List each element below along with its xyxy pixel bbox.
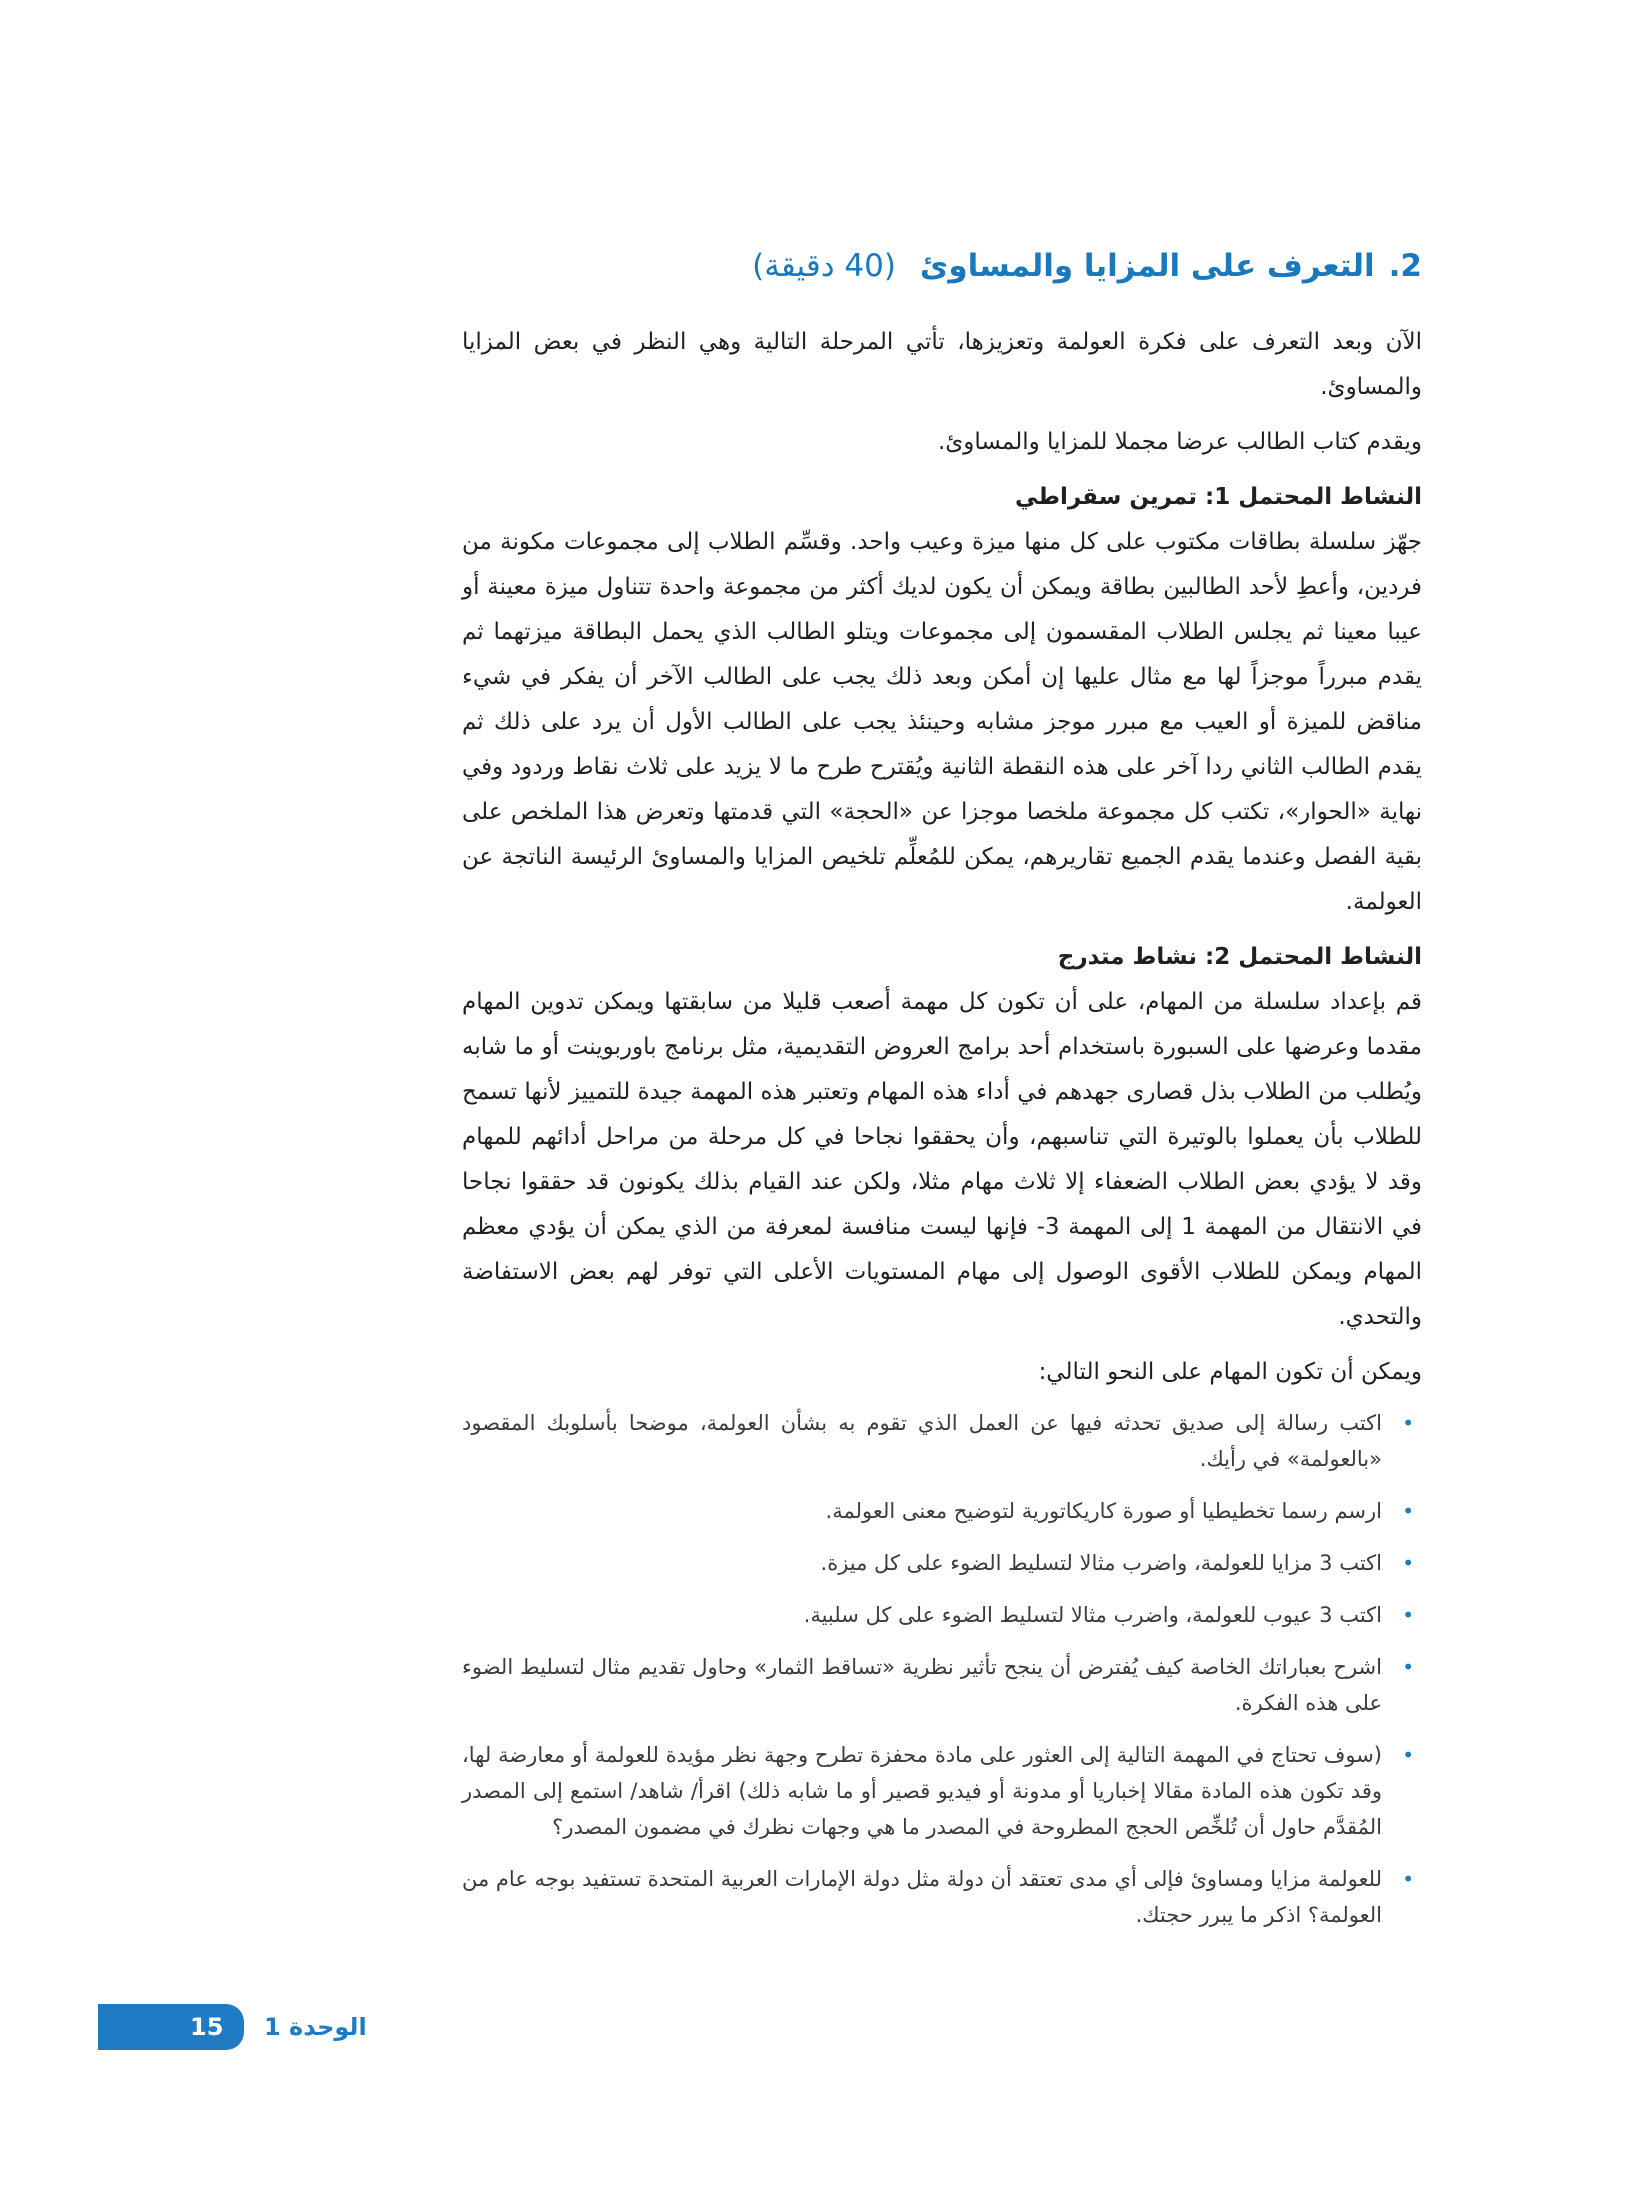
activity-1-heading: النشاط المحتمل 1: تمرين سقراطي [1015, 484, 1422, 510]
bullet-icon: • [1402, 1411, 1414, 1435]
tasks-intro: ويمكن أن تكون المهام على النحو التالي: [1038, 1359, 1422, 1385]
list-item [462, 1597, 1422, 1633]
activity-1-text: جهّز سلسلة بطاقات مكتوب على كل منها ميزة وعيب واحد. وقسِّم الطلاب إلى مجموعات مكونة من فردين، وأعطِ لأحد الطالبين بطاقة ويمكن أن يكون لديك أكثر من مجموعة واحدة تتناول ميزة معينة أو عيبا معينا ثم يجلس الطلاب المقسمون إلى مجموعات ويتلو الطالب الذي يحمل البطاقة ميزتهما ثم يقدم مبرراً موجزاً لها مع مثال عليها إن أمكن وبعد ذلك يجب على الطالب الآخر أن يفكر في شيء مناقض للميزة أو العيب مع مبرر موجز مشابه وحينئذ يجب على الطالب الأول أن يرد على ذلك ثم يقدم الطالب الثاني ردا آخر على هذه النقطة الثانية ويُقترح طرح ما لا يزيد على ثلاث نقاط وردود وفي نهاية «الحوار»، تكتب كل مجموعة ملخصا موجزا عن «الحجة» التي قدمتها وتعرض هذا الملخص على بقية الفصل وعندما يقدم الجميع تقاريرهم، يمكن للمُعلِّم تلخيص المزايا والمساوئ الرئيسة الناتجة عن العولمة. [462, 529, 1422, 915]
bullet-icon: • [1402, 1551, 1414, 1575]
bullet-icon: • [1402, 1655, 1414, 1679]
task-text: للعولمة مزايا ومساوئ فإلى أي مدى تعتقد أن دولة مثل دولة الإمارات العربية المتحدة تستفيد بوجه عام من العولمة؟ اذكر ما يبرر حجتك. [462, 1867, 1382, 1927]
task-list [462, 1405, 1422, 1933]
section-heading [462, 238, 1422, 294]
bullet-icon: • [1402, 1499, 1414, 1523]
page-content [462, 238, 1422, 1949]
task-text: اشرح بعباراتك الخاصة كيف يُفترض أن ينجح تأثير نظرية «تساقط الثمار» وحاول تقديم مثال لتسليط الضوء على هذه الفكرة. [462, 1655, 1382, 1715]
task-text: ارسم رسما تخطيطيا أو صورة كاريكاتورية لتوضيح معنى العولمة. [825, 1499, 1382, 1523]
unit-label: الوحدة 1 [264, 2013, 367, 2041]
activity-2-text: قم بإعداد سلسلة من المهام، على أن تكون كل مهمة أصعب قليلا من سابقتها ويمكن تدوين المهام مقدما وعرضها على السبورة باستخدام أحد برامج العروض التقديمية، مثل برنامج باوربوينت أو ما شابه ويُطلب من الطلاب بذل قصارى جهدهم في أداء هذه المهام وتعتبر هذه المهمة جيدة للتمييز لأنها تسمح للطلاب بأن يعملوا بالوتيرة التي تناسبهم، وأن يحققوا نجاحا في كل مرحلة من مراحل أدائهم للمهام وقد لا يؤدي بعض الطلاب الضعفاء إلا ثلاث مهام مثلا، ولكن عند القيام بذلك يكونون قد حققوا نجاحا في الانتقال من المهمة 1 إلى المهمة 3- فإنها ليست منافسة لمعرفة من الذي يمكن أن يؤدي معظم المهام ويمكن للطلاب الأقوى الوصول إلى مهام المستويات الأعلى التي توفر لهم بعض الاستفاضة والتحدي. [462, 989, 1422, 1330]
list-item [462, 1493, 1422, 1529]
bullet-icon: • [1402, 1867, 1414, 1891]
section-title: التعرف على المزايا والمساوئ [919, 248, 1375, 284]
intro-paragraph: الآن وبعد التعرف على فكرة العولمة وتعزيزها، تأتي المرحلة التالية وهي النظر في بعض المزايا والمساوئ. [462, 329, 1422, 400]
list-item [462, 1405, 1422, 1477]
bullet-icon: • [1402, 1743, 1414, 1767]
list-item [462, 1545, 1422, 1581]
list-item [462, 1737, 1422, 1845]
page-number: 15 [190, 2013, 224, 2041]
activity-2-heading: النشاط المحتمل 2: نشاط متدرج [1057, 944, 1422, 970]
task-text: اكتب 3 مزايا للعولمة، واضرب مثالا لتسليط الضوء على كل ميزة. [820, 1551, 1382, 1575]
list-item [462, 1861, 1422, 1933]
task-text: اكتب 3 عيوب للعولمة، واضرب مثالا لتسليط الضوء على كل سلبية. [803, 1603, 1382, 1627]
task-text: (سوف تحتاج في المهمة التالية إلى العثور على مادة محفزة تطرح وجهة نظر مؤيدة للعولمة أو معارضة لها، وقد تكون هذه المادة مقالا إخباريا أو مدونة أو فيديو قصير أو ما شابه ذلك) اقرأ/ شاهد/ استمع إلى المصدر المُقدَّم حاول أن تُلخِّص الحجج المطروحة في المصدر ما هي وجهات نظرك في مضمون المصدر؟ [462, 1743, 1382, 1839]
list-item [462, 1649, 1422, 1721]
bullet-icon: • [1402, 1603, 1414, 1627]
section-duration: (40 دقيقة) [752, 248, 896, 284]
task-text: اكتب رسالة إلى صديق تحدثه فيها عن العمل الذي تقوم به بشأن العولمة، موضحا بأسلوبك المقصود «بالعولمة» في رأيك. [462, 1411, 1382, 1471]
student-book-note: ويقدم كتاب الطالب عرضا مجملا للمزايا والمساوئ. [937, 429, 1422, 455]
section-number: 2. [1388, 248, 1422, 284]
